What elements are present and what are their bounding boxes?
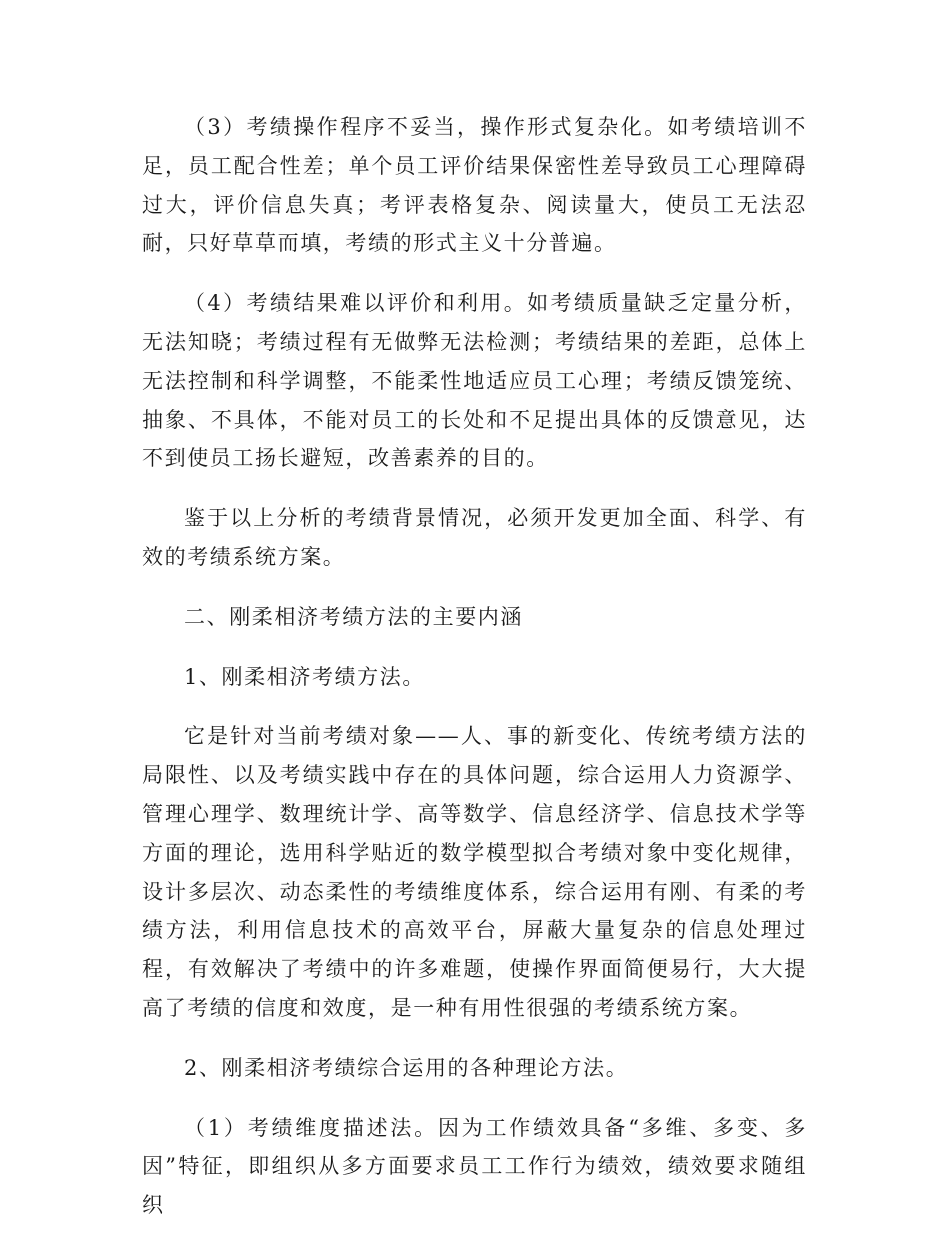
paragraph-item-3: （3）考绩操作程序不妥当，操作形式复杂化。如考绩培训不足，员工配合性差；单个员工评价结果保密性差导致员工心理障碍过大，评价信息失真；考评表格复杂、阅读量大，使员工无法忍耐，只好草草而填，考绩的形式主义十分普遍。 <box>142 115 807 256</box>
subsection-heading-2: 2、刚柔相济考绩综合运用的各种理论方法。 <box>184 1055 629 1080</box>
section-heading-2: 二、刚柔相济考绩方法的主要内涵 <box>184 604 523 629</box>
paragraph-subsection-2-item-1: （1）考绩维度描述法。因为工作绩效具备“多维、多变、多因”特征，即组织从多方面要求员工工作行为绩效，绩效要求随组织 <box>142 1115 807 1218</box>
paragraph-item-4: （4）考绩结果难以评价和利用。如考绩质量缺乏定量分析，无法知晓；考绩过程有无做弊无法检测；考绩结果的差距，总体上无法控制和科学调整，不能柔性地适应员工心理；考绩反馈笼统、抽象、不具体，不能对员工的长处和不足提出具体的反馈意见，达不到使员工扬长避短，改善素养的目的。 <box>142 291 807 471</box>
paragraph-subsection-1-body: 它是针对当前考绩对象——人、事的新变化、传统考绩方法的局限性、以及考绩实践中存在的具体问题，综合运用人力资源学、管理心理学、数理统计学、高等数学、信息经济学、信息技术学等方面的理论，选用科学贴近的数学模型拟合考绩对象中变化规律，设计多层次、动态柔性的考绩维度体系，综合运用有刚、有柔的考绩方法，利用信息技术的高效平台，屏蔽大量复杂的信息处理过程，有效解决了考绩中的许多难题，使操作界面简便易行，大大提高了考绩的信度和效度，是一种有用性很强的考绩系统方案。 <box>142 724 807 1020</box>
paragraph-conclusion: 鉴于以上分析的考绩背景情况，必须开发更加全面、科学、有效的考绩系统方案。 <box>142 506 807 569</box>
subsection-heading-1: 1、刚柔相济考绩方法。 <box>184 664 425 689</box>
document-body <box>142 108 807 1246</box>
